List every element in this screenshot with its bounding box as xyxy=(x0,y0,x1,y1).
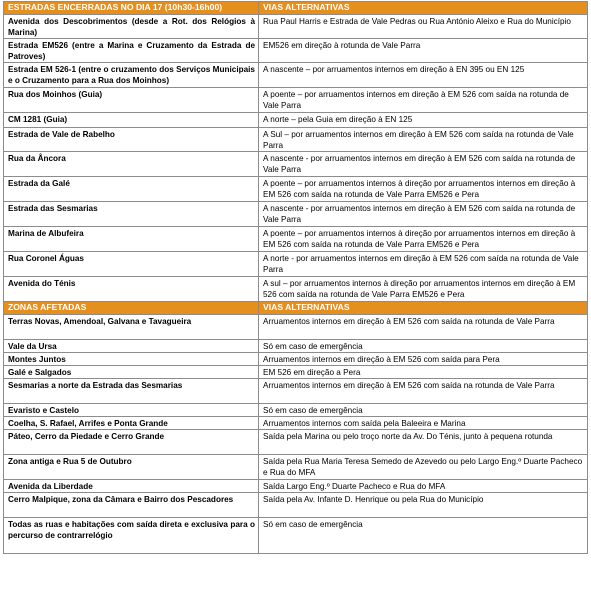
header-closed-roads: ESTRADAS ENCERRADAS NO DIA 17 (10h30-16h00) xyxy=(4,2,259,15)
table-row xyxy=(4,113,588,128)
alternative-route: Saída pela Rua Maria Teresa Semedo de Azevedo ou pelo Largo Eng.º Duarte Pacheco e Rua do MFA xyxy=(259,455,588,480)
table-row xyxy=(4,202,588,227)
alternative-route: A poente – por arruamentos internos à direção por arruamentos internos em direção à EM 526 com saída na rotunda de Vale Parra EM526 e Pera xyxy=(259,177,588,202)
alternative-route: A Sul – por arruamentos internos em direção à EM 526 com saída na rotunda de Vale Parra xyxy=(259,128,588,152)
table-row xyxy=(4,88,588,113)
affected-zone: Páteo, Cerro da Piedade e Cerro Grande xyxy=(4,430,259,455)
alternative-route: EM 526 em direção a Pera xyxy=(259,366,588,379)
alternative-route: Só em caso de emergência xyxy=(259,404,588,417)
alternative-route: Rua Paul Harris e Estrada de Vale Pedras ou Rua António Aleixo e Rua do Município xyxy=(259,15,588,39)
closed-road: Estrada de Vale de Rabelho xyxy=(4,128,259,152)
alternative-route: Saída pela Marina ou pelo troço norte da Av. Do Ténis, junto à pequena rotunda xyxy=(259,430,588,455)
road-closure-table xyxy=(3,1,588,554)
alternative-route: A poente – por arruamentos internos em direção à EM 526 com saída na rotunda de Vale Parra xyxy=(259,88,588,113)
alternative-route: Só em caso de emergência xyxy=(259,518,588,554)
table-row xyxy=(4,404,588,417)
closed-road: Marina de Albufeira xyxy=(4,227,259,252)
closed-road: Rua da Âncora xyxy=(4,152,259,177)
alternative-route: A poente – por arruamentos internos à direção por arruamentos internos em direção à EM 526 com saída na rotunda de Vale Parra EM526 e Pera xyxy=(259,227,588,252)
affected-zone: Todas as ruas e habitações com saída direta e exclusiva para o percurso de contrarrelógio xyxy=(4,518,259,554)
affected-zone: Cerro Malpique, zona da Câmara e Bairro dos Pescadores xyxy=(4,493,259,518)
affected-zone: Zona antiga e Rua 5 de Outubro xyxy=(4,455,259,480)
closed-road: Rua dos Moinhos (Guia) xyxy=(4,88,259,113)
table-row xyxy=(4,177,588,202)
affected-zone: Terras Novas, Amendoal, Galvana e Tavagueira xyxy=(4,315,259,340)
alternative-route: A nascente - por arruamentos internos em direção à EM 526 com saída na rotunda de Vale Parra xyxy=(259,202,588,227)
table-row xyxy=(4,417,588,430)
table-row xyxy=(4,493,588,518)
affected-zone: Sesmarias a norte da Estrada das Sesmarias xyxy=(4,379,259,404)
table-row xyxy=(4,227,588,252)
alternative-route: Arruamentos internos em direção à EM 526 com saída para Pera xyxy=(259,353,588,366)
table-row xyxy=(4,277,588,302)
table-row xyxy=(4,480,588,493)
alternative-route: A sul – por arruamentos internos à direção por arruamentos internos em direção à EM 526 com saída na rotunda de Vale Parra EM526 e Pera xyxy=(259,277,588,302)
alternative-route: Só em caso de emergência xyxy=(259,340,588,353)
table-header-row xyxy=(4,302,588,315)
alternative-route: Saída pela Av. Infante D. Henrique ou pela Rua do Município xyxy=(259,493,588,518)
alternative-route: A norte - por arruamentos internos em direção à EM 526 com saída na rotunda de Vale Parra xyxy=(259,252,588,277)
table-row xyxy=(4,63,588,88)
alternative-route: Arruamentos internos em direção à EM 526 com saída na rotunda de Vale Parra xyxy=(259,379,588,404)
table-row xyxy=(4,315,588,340)
closed-road: Rua Coronel Águas xyxy=(4,252,259,277)
alternative-route: Saída Largo Eng.º Duarte Pacheco e Rua do MFA xyxy=(259,480,588,493)
alternative-route: A norte – pela Guia em direção à EN 125 xyxy=(259,113,588,128)
alternative-route: A nascente - por arruamentos internos em direção à EM 526 com saída na rotunda de Vale Parra xyxy=(259,152,588,177)
table-row xyxy=(4,340,588,353)
affected-zone: Vale da Ursa xyxy=(4,340,259,353)
table-row xyxy=(4,518,588,554)
closed-road: Avenida do Ténis xyxy=(4,277,259,302)
alternative-route: EM526 em direção à rotunda de Vale Parra xyxy=(259,39,588,63)
table-row xyxy=(4,379,588,404)
header-alternative-routes: VIAS ALTERNATIVAS xyxy=(259,2,588,15)
table-row xyxy=(4,430,588,455)
closed-road: Estrada das Sesmarias xyxy=(4,202,259,227)
header-affected-zones: ZONAS AFETADAS xyxy=(4,302,259,315)
table-row xyxy=(4,252,588,277)
affected-zone: Montes Juntos xyxy=(4,353,259,366)
alternative-route: Arruamentos internos com saída pela Baleeira e Marina xyxy=(259,417,588,430)
table-row xyxy=(4,455,588,480)
table-row xyxy=(4,152,588,177)
table-row xyxy=(4,15,588,39)
closed-road: CM 1281 (Guia) xyxy=(4,113,259,128)
closed-road: Estrada EM 526-1 (entre o cruzamento dos Serviços Municipais e o Cruzamento para a Rua dos Moinhos) xyxy=(4,63,259,88)
table-header-row xyxy=(4,2,588,15)
header-alternative-routes: VIAS ALTERNATIVAS xyxy=(259,302,588,315)
alternative-route: Arruamentos internos em direção à EM 526 com saída na rotunda de Vale Parra xyxy=(259,315,588,340)
table-row xyxy=(4,353,588,366)
closed-road: Estrada EM526 (entre a Marina e Cruzamento da Estrada de Patroves) xyxy=(4,39,259,63)
table-row xyxy=(4,366,588,379)
table-row xyxy=(4,128,588,152)
affected-zone: Evaristo e Castelo xyxy=(4,404,259,417)
affected-zone: Coelha, S. Rafael, Arrifes e Ponta Grande xyxy=(4,417,259,430)
affected-zone: Galé e Salgados xyxy=(4,366,259,379)
closed-road: Avenida dos Descobrimentos (desde a Rot. dos Relógios à Marina) xyxy=(4,15,259,39)
closed-road: Estrada da Galé xyxy=(4,177,259,202)
table-row xyxy=(4,39,588,63)
alternative-route: A nascente – por arruamentos internos em direção à EN 395 ou EN 125 xyxy=(259,63,588,88)
affected-zone: Avenida da Liberdade xyxy=(4,480,259,493)
